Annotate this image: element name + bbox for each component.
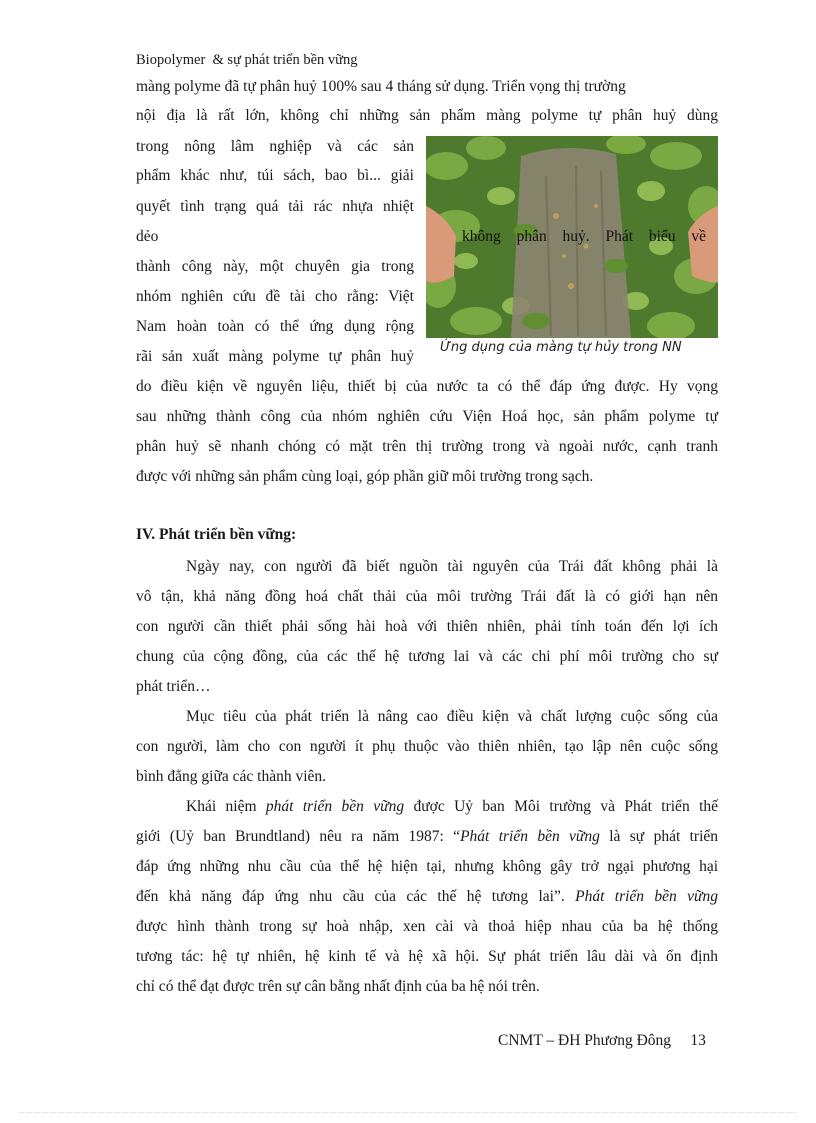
- body-line: thành công này, một chuyên gia trong: [136, 258, 414, 275]
- body-line: Khái niệm phát triển bền vững được Uỷ ban Môi trường và Phát triển thế: [186, 798, 719, 815]
- body-line: con người, làm cho con người ít phụ thuộc vào thiên nhiên, tạo lập nên cuộc sống: [136, 738, 718, 755]
- body-line: phân huỷ sẽ nhanh chóng có mặt trên thị trường trong và ngoài nước, cạnh tranh: [136, 438, 718, 455]
- body-line: con người cần thiết phải sống hài hoà với thiên nhiên, phải tính toán đến lợi ích: [136, 618, 718, 635]
- body-line: Ngày nay, con người đã biết nguồn tài nguyên của Trái đất không phải là: [186, 558, 718, 575]
- body-line: sau những thành công của nhóm nghiên cứu Viện Hoá học, sản phẩm polyme tự: [136, 408, 718, 425]
- section-heading: IV. Phát triển bền vững:: [136, 526, 297, 543]
- body-line: Nam hoàn toàn có thể ứng dụng rộng: [136, 318, 414, 335]
- body-line: Mục tiêu của phát triển là nâng cao điều kiện và chất lượng cuộc sống của: [186, 708, 718, 725]
- page-footer: CNMT – ĐH Phương Đông 13: [498, 1032, 706, 1049]
- body-line: dẻo: [136, 228, 159, 245]
- body-line: nội địa là rất lớn, không chỉ những sản phẩm màng polyme tự phân huỷ dùng: [136, 107, 718, 124]
- body-line: phẩm khác như, túi sách, bao bì... giải: [136, 167, 414, 184]
- page-bottom-border: [20, 1112, 796, 1113]
- body-line: giới (Uỷ ban Brundtland) nêu ra năm 1987: “Phát triển bền vững là sự phát triển: [136, 828, 719, 845]
- body-line: quyết tình trạng quá tải rác nhựa nhiệt: [136, 198, 414, 215]
- running-header: Biopolymer & sự phát triển bền vững: [136, 52, 358, 68]
- photo-overlay-text: không phân huỷ. Phát biểu về: [462, 228, 706, 245]
- body-line: chỉ có thể đạt được trên sự cân bằng nhất định của ba hệ nói trên.: [136, 978, 540, 995]
- body-line: đến khả năng đáp ứng nhu cầu của các thế hệ tương lai”. Phát triển bền vững: [136, 888, 719, 905]
- body-line: vô tận, khả năng đồng hoá chất thải của môi trường Trái đất là có giới hạn nên: [136, 588, 718, 605]
- body-line: do điều kiện về nguyên liệu, thiết bị của nước ta có thể đáp ứng được. Hy vọng: [136, 378, 718, 395]
- body-line: đáp ứng những nhu cầu của thế hệ hiện tại, nhưng không gây trở ngại phương hại: [136, 858, 718, 875]
- body-line: rãi sản xuất màng polyme tự phân huỷ: [136, 348, 414, 365]
- body-line: được hình thành trong sự hoà nhập, xen cài và thoả hiệp nhau của ba hệ thống: [136, 918, 718, 935]
- body-line: trong nông lâm nghiệp và các sản: [136, 138, 414, 155]
- body-line: bình đẳng giữa các thành viên.: [136, 768, 327, 785]
- body-line: phát triển…: [136, 678, 211, 695]
- body-line: chung của cộng đồng, của các thế hệ tương lai và các chi phí môi trường cho sự: [136, 648, 718, 665]
- body-line: nhóm nghiên cứu đề tài cho rằng: Việt: [136, 288, 414, 305]
- body-line: tương tác: hệ tự nhiên, hệ kinh tế và hệ xã hội. Sự phát triển lâu dài và ổn định: [136, 948, 718, 965]
- body-line: màng polyme đã tự phân huỷ 100% sau 4 tháng sử dụng. Triển vọng thị trường: [136, 78, 626, 95]
- photo-caption: Ứng dụng của màng tự hủy trong NN: [440, 340, 682, 355]
- body-line: được với những sản phẩm cùng loại, góp phần giữ môi trường trong sạch.: [136, 468, 594, 485]
